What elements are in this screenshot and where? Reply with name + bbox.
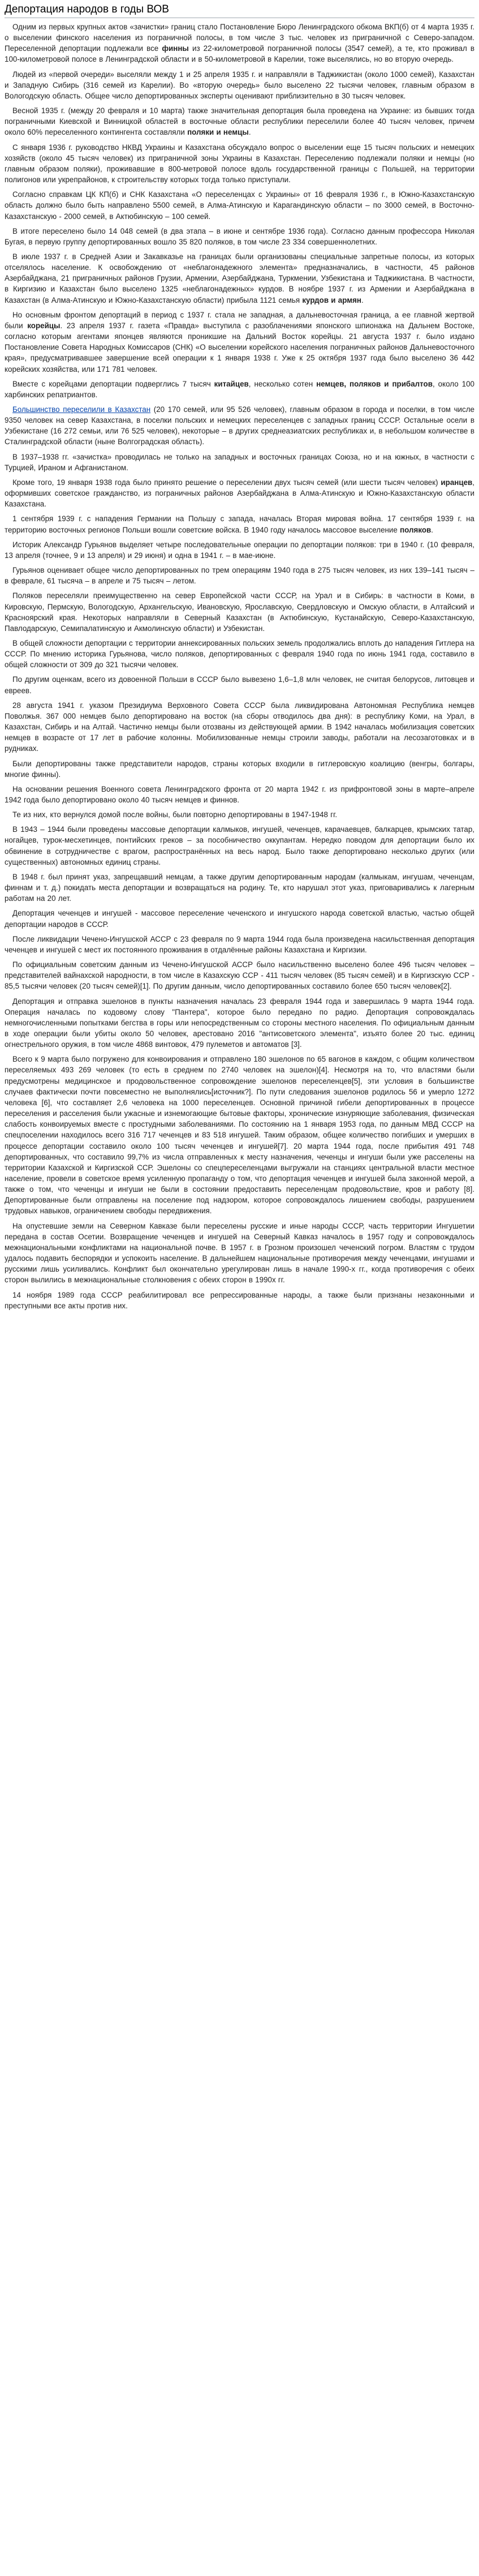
text-run: Весной 1935 г. (между 20 февраля и 10 марта) также значительная депортация была проведена на Украине: из бывших тогда пограничными Киевской и Винницкой областей в восточные области республики переселили более 40 тысяч человек, причем около 60% переселенного контингента составляли [5,106,474,137]
paragraph [5,379,474,400]
paragraph [5,310,474,375]
text-run: . [248,128,251,137]
text-run: Всего к 9 марта было погружено для конвоирования и отправлено 180 эшелонов по 65 вагонов в каждом, с общим количеством переселяемых 493 269 человек (то есть в среднем по 2740 человек на эшелон)[4]. Несмотря на то, что властями были предусмотрены медицинское и продовольственное сопровождение эшелонов переселенцев[5], эти условия в большинстве случаев фактически почти повсеместно не выполнялись[источник?]. По пути следования эшелонов родилось 56 и умерло 1272 человека [6], что составляет 2,6 человека на 1000 переселенцев. Основной причиной гибели депортированных в процессе переселения и расселения были ужасные и изнемогающие бытовые факторы, хронические изнуряющие заболевания, физическая слабость конвоируемых вместе с простудными заболеваниями. По состоянию на 1 января 1953 года, по данным МВД СССР на спецпоселении находилось всего 316 717 чеченцев и 83 518 ингушей. Таким образом, общее количество погибших и умерших в процессе депортации составило около 100 тысяч чеченцев и ингушей[7]. 20 марта 1944 года, после прибытия 491 748 депортированных, что составило 99,7% из числа отправленных к месту назначения, чеченцы и ингуши были уже расселены на территории Казахской и Киргизской ССР. Эшелоны со спецпереселенцами выгружали на станциях центральной власти местное население, провели в советское время усиленную пропаганду о том, что депортация чеченцев и ингушей была законной мерой, а также о том, что чеченцы и ингуши не были в состоянии предоставить переселенцам продовольствие, кров и работу [8]. Депортированные были отправлены на поселение под надзором, которое сопровождалось лишением свободы, разрушением трудовых навыков, ограничением свободы передвижения. [5,1055,474,1216]
paragraph [5,513,474,535]
paragraph [5,189,474,221]
text-run: 14 ноября 1989 года СССР реабилитировал все репрессированные народы, а также были признаны незаконными и преступными все акты против них. [5,1290,474,1310]
paragraph [5,824,474,868]
text-run: С января 1936 г. руководство НКВД Украины и Казахстана обсуждало вопрос о выселении еще 15 тысяч польских и немецких хозяйств (около 45 тысяч человек) из приграничной зоны Украины в Казахстан. Переселению подлежали поляки и немцы (но главным образом поляки), проживавшие в 800-метровой полосе вдоль государственной границы с Польшей, на территории полигонов или укрепрайонов, к строительству которых тогда только приступали. [5,143,474,184]
text-run: В 1943 – 1944 были проведены массовые депортации калмыков, ингушей, чеченцев, карачаевцев, балкарцев, крымских татар, ногайцев, турок-месхетинцев, понтийских греков – за пособничество оккупантам. Нередко поводом для депортации было их обвинение в сотрудничестве с врагом, распространённых на весь народ. Было также депортировано несколько других (или существенных) автономных единиц страны. [5,825,474,866]
text-run: из 22-километровой пограничной полосы (3547 семей), а те, кто проживал в 100-километровой полосе в Ленинградской области и в 50-километровой в Карелии, тоже выселялись, но во вторую очередь. [5,44,474,64]
text-run: В общей сложности депортации с территории аннексированных польских земель продолжались вплоть до нападения Гитлера на СССР. По мнению историка Гурьянова, число поляков, депортированных с февраля 1940 года по июнь 1941 года, составило в общей сложности от 309 до 321 тысячи человек. [5,638,474,669]
text-run: Одним из первых крупных актов «зачистки» границ стало Постановление Бюро Ленинградского обкома ВКП(б) от 4 марта 1935 г. о выселении финского населения из пограничной полосы, в том числе 3 тыс. человек из приграничной с Северо-западом. Переселенной депортации подлежали все [5,23,474,53]
text-run: На основании решения Военного совета Ленинградского фронта от 20 марта 1942 г. из прифронтовой зоны в марте–апреле 1942 года было депортировано около 40 тысяч немцев и финнов. [5,784,474,804]
paragraph [5,784,474,805]
bold-text: поляков [400,525,431,534]
paragraph [5,142,474,186]
text-run: Гурьянов оценивает общее число депортированных по трем операциям 1940 года в 275 тысяч человек, из них 139–141 тысяч – в феврале, 61 тысяча – в апреле и 75 тысяч – летом. [5,566,474,586]
text-run: (20 170 семей, или 95 526 человек), главным образом в города и поселки, в том числе 9350 человек на север Казахстана, в поселки польских и немецких переселенцев с западных границ СССР. Остальные осели в Узбекистане (16 272 семьи, или 76 525 человек), некоторые – в других среднеазиатских республиках и, в небольшом количестве в Сталинградской области (ныне Волгоградская область). [5,405,474,446]
text-run: В 1948 г. был принят указ, запрещавший немцам, а также другим депортированным народам (калмыкам, ингушам, чеченцам, финнам и т. д.) покидать места депортации и возвращаться на родину. Те, кто нарушал этот указ, приговаривались к лагерным работам на 20 лет. [5,872,474,903]
bold-text: корейцы [27,321,61,330]
inline-link[interactable]: Большинство переселили в Казахстан [12,405,151,414]
paragraph [5,1054,474,1216]
text-run: По другим оценкам, всего из довоенной Польши в СССР было вывезено 1,6–1,8 млн человек, не считая белорусов, литовцев и евреев. [5,675,474,695]
text-run: В июле 1937 г. в Средней Азии и Закавказье на границах были организованы специальные запретные полосы, из которых отселялось население. К освобождению от «неблагонадежного элемента» предназначались, в частности, 45 районов Азербайджана, 21 приграничных районов Грузии, Армении, Азербайджана, Туркмении, Узбекистана и Таджикистана. В частности, в Киргизию и Казахстан было выселено 1325 «неблагонадежных» курдов. В ноябре 1937 г. из Армении и Азербайджана в Казахстан (в Алма-Атинскую и Южно-Казахстанскую области) прибыла 1121 семья [5,252,474,304]
paragraph [5,638,474,670]
text-run: В 1937–1938 гг. «зачистка» проводилась не только на западных и восточных границах Союза, но и на южных, в частности с Турцией, Ираном и Афганистаном. [5,452,474,472]
text-run: После ликвидации Чечено-Ингушской АССР с 23 февраля по 9 марта 1944 года была произведена насильственная депортация чеченцев и ингушей с мест их постоянного проживания в отдалённые районы Казахстана и Киргизии. [5,934,474,954]
paragraph [5,996,474,1050]
paragraph [5,1290,474,1311]
paragraph [5,226,474,247]
bold-text: немцев, поляков и прибалтов [316,379,433,388]
text-run: . [431,525,434,534]
text-run: . [361,295,364,304]
paragraph [5,404,474,448]
article-body [5,22,474,1311]
bold-text: поляки и немцы [187,128,249,137]
text-run: Те из них, кто вернулся домой после войны, были повторно депортированы в 1947-1948 гг. [12,810,338,819]
paragraph [5,565,474,586]
text-run: , оформивших советское гражданство, из пограничных районов Азербайджана в Алма-Атинскую и Южно-Казахстанскую области Казахстана. [5,478,474,509]
text-run: , около 100 харбинских репатриантов. [5,379,475,399]
paragraph [5,700,474,754]
paragraph [5,251,474,306]
text-run: В итоге переселено было 14 048 семей (в два этапа – в июне и сентябре 1936 года). Согласно данным профессора Николая Бугая, в первую группу депортированных вошло 35 820 поляков, в том числе 23 334 совершеннолетних. [5,226,474,246]
text-run: Поляков переселяли преимущественно на север Европейской части СССР, на Урал и в Сибирь: в частности в Коми, в Кировскую, Пермскую, Вологодскую, Архангельскую, Ивановскую, Ярославскую, Свердловскую и Омскую области, в Алтайский и Красноярский края. Некоторых направляли в Северный Казахстан (в Актюбинскую, Кустанайскую, Северо-Казахстанскую, Павлодарскую, Семипалатинскую и Акмолинскую области) и Узбекистан. [5,591,474,633]
text-run: Людей из «первой очереди» выселяли между 1 и 25 апреля 1935 г. и направляли в Таджикистан (около 1000 семей), Казахстан и Западную Сибирь (316 семей из Карелии). Во «вторую очередь» было выселено 22 тысячи человек, главным образом в Вологодскую область. Общее число депортированных эксперты оценивают приблизительно в 30 тысяч человек. [5,70,474,100]
text-run: Были депортированы также представители народов, страны которых входили в гитлеровскую коалицию (венгры, болгары, многие финны). [5,759,474,779]
paragraph [5,1221,474,1286]
paragraph [5,452,474,473]
text-run: Согласно справкам ЦК КП(б) и СНК Казахстана «О переселенцах с Украины» от 16 февраля 1936 г., в Южно-Казахстанскую область должно было быть направлено 5500 семей, в Алма-Атинскую и Карагандинскую области – по 3000 семей, в Восточно-Казахстанскую - 2000 семей, в Актюбинскую – 100 семей. [5,190,474,221]
bold-text: курдов и армян [302,295,362,304]
text-run: Кроме того, 19 января 1938 года было принято решение о переселении двух тысяч семей (или шести тысяч человек) [12,478,441,487]
page-title: Депортация народов в годы ВОВ [5,2,474,18]
paragraph [5,105,474,138]
text-run: По официальным советским данным из Чечено-Ингушской АССР было насильственно выселено более 496 тысяч человек – представителей вайнахской народности, в том числе в Казахскую ССР - 411 тысяч человек (85 тысяч семей) и в Киргизскую ССР - 85,5 тысячи человек (20 тысяч семей)[1]. По другим данным, число депортированных составило более 650 тысяч человек[2]. [5,960,474,991]
paragraph [5,758,474,780]
text-run: . 23 апреля 1937 г. газета «Правда» выступила с разоблачениями японского шпионажа на Дальнем Востоке, согласно которым агентами японцев являются проникшие на Дальний Восток корейцы. 21 августа 1937 г. было издано Постановление Совета Народных Комиссаров (СНК) «О выселении корейского населения пограничных районов Дальневосточного края», предусматривавшее завершение всей операции к 1 января 1938 г. Уже к 25 октября 1937 года было выселено 36 442 корейских хозяйства, или 171 781 человек. [5,321,474,373]
text-run: Депортация и отправка эшелонов в пункты назначения началась 23 февраля 1944 года и завершилась 9 марта 1944 года. Операция началась по кодовому слову "Пантера", которое было передано по радио. Депортация сопровождалась немногочисленными попытками бегства в горы или непосредственным со стороны местного населения. По официальным данным в ходе операции были убиты около 50 человек, арестовано 2016 "антисоветского элемента", изъято более 20 тыс. единиц огнестрельного оружия, в том числе 4868 винтовок, 479 пулеметов и автоматов [3]. [5,997,474,1049]
paragraph [5,22,474,65]
text-run: Депортация чеченцев и ингушей - массовое переселение чеченского и ингушского народа советской властью, частью общей депортации народов в СССР. [5,909,474,929]
paragraph [5,871,474,904]
paragraph [5,477,474,509]
bold-text: финны [162,44,189,53]
text-run: Историк Александр Гурьянов выделяет четыре последовательные операции по депортации поляков: три в 1940 г. (10 февраля, 13 апреля (точнее, 9 и 13 апреля) и 29 июня) и одна в 1941 г. – в мае-июне. [5,540,474,560]
text-run: Но основным фронтом депортаций в период с 1937 г. стала не западная, а дальневосточная граница, а ее главной жертвой были [5,310,474,330]
paragraph [5,809,474,820]
bold-text: иранцев [441,478,473,487]
text-run: , несколько сотен [248,379,317,388]
paragraph [5,908,474,929]
paragraph [5,539,474,561]
paragraph [5,69,474,101]
text-run: Вместе с корейцами депортации подверглись 7 тысяч [12,379,214,388]
text-run: 28 августа 1941 г. указом Президиума Верховного Совета СССР была ликвидирована Автономная Республика немцев Поволжья. 367 000 немцев было депортировано на восток (на сборы отводилось два дня): в республику Коми, на Урал, в Казахстан, Сибирь и на Алтай. Частично немцы были отозваны из действующей армии. В 1942 началась мобилизация советских немцев в возрасте от 17 лет в рабочие колонны. Мобилизованные немцы строили заводы, работали на лесозаготовках и в рудниках. [5,701,474,753]
paragraph [5,959,474,991]
text-run: 1 сентября 1939 г. с нападения Германии на Польшу с запада, началась Вторая мировая война. 17 сентября 1939 г. на территорию восточных регионов Польши вошли советские войска. В 1940 году началось массовое выселение [5,514,474,534]
bold-text: китайцев [214,379,249,388]
paragraph [5,934,474,955]
paragraph [5,590,474,634]
text-run: На опустевшие земли на Северном Кавказе были переселены русские и иные народы СССР, часть территории Ингушетии передана в состав Осетии. Возвращение чеченцев и ингушей на Северный Кавказ началось в 1957 году и сопровождалось межнациональными конфликтами на национальной почве. В 1957 г. в Грозном произошел чеченский погром. Властям с трудом удалось подавить беспорядки и успокоить население. В дальнейшем национальные противоречия между чеченцами, ингушами и русскими лишь усиливались. Конфликт был окончательно урегулирован лишь в начале 1990-х гг., когда противоречия с обеих сторон вылились в межнациональные столкновения с обеих сторон в 1990х гг. [5,1221,474,1285]
paragraph [5,674,474,695]
